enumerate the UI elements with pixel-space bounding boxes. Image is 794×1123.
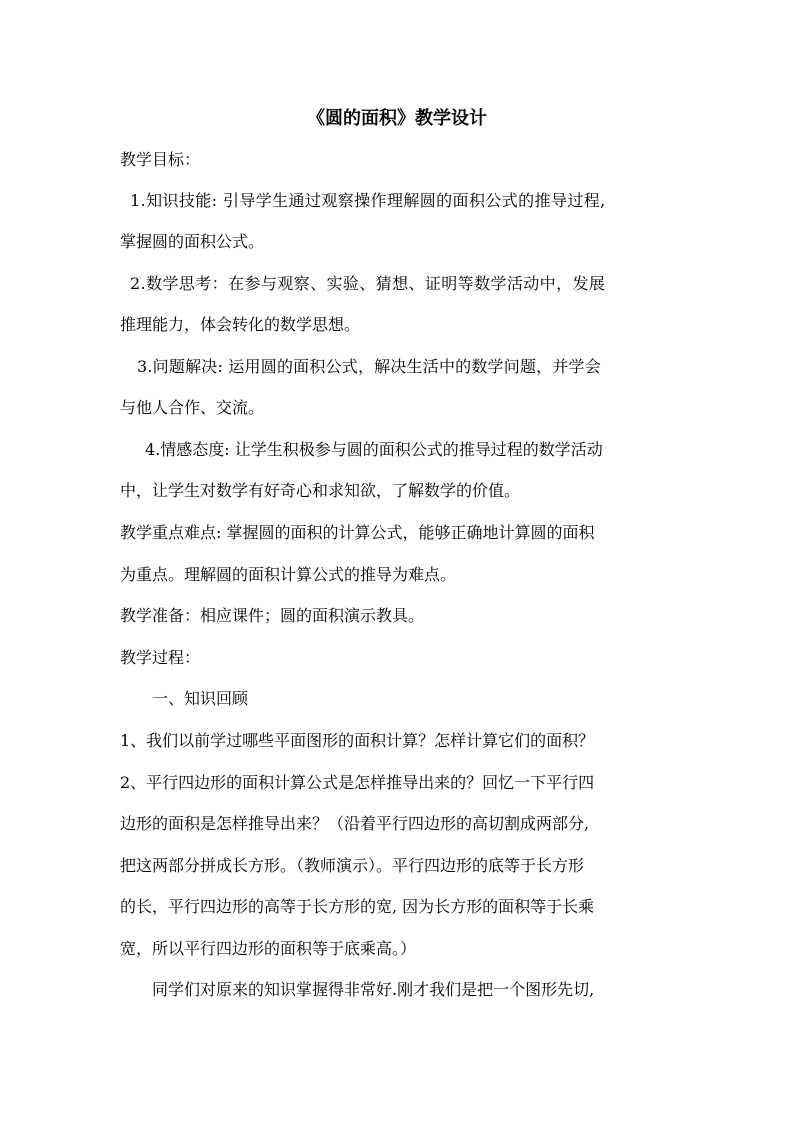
objective-1-line-1: 1.知识技能: 引导学生通过观察操作理解圆的面积公式的推导过程, (130, 191, 606, 210)
key-points-line-2: 为重点。理解圆的面积计算公式的推导为难点。 (120, 565, 457, 584)
review-question-2-line-5: 宽，所以平行四边形的面积等于底乘高。） (120, 939, 417, 958)
paragraph-transition: 同学们对原来的知识掌握得非常好.刚才我们是把一个图形先切, (152, 980, 595, 999)
objective-3-line-2: 与他人合作、交流。 (120, 398, 265, 417)
objective-1-line-2: 掌握圆的面积公式。 (120, 232, 265, 251)
review-question-2-line-4: 的长，平行四边形的高等于长方形的宽, 因为长方形的面积等于长乘 (120, 897, 595, 916)
objective-3-line-1: 3.问题解决: 运用圆的面积公式，解决生活中的数学问题，并学会 (137, 357, 601, 376)
objective-4-line-2: 中，让学生对数学有好奇心和求知欲，了解数学的价值。 (120, 481, 521, 500)
objective-2-line-1: 2.数学思考：在参与观察、实验、猜想、证明等数学活动中，发展 (130, 274, 606, 293)
document-title: 《圆的面积》教学设计 (307, 108, 487, 129)
subheading-review: 一、知识回顾 (152, 689, 249, 708)
objective-2-line-2: 推理能力，体会转化的数学思想。 (120, 315, 361, 334)
section-heading-objectives: 教学目标： (120, 150, 201, 169)
preparation-line: 教学准备：相应课件；圆的面积演示教具。 (120, 606, 425, 625)
review-question-1: 1、我们以前学过哪些平面图形的面积计算？怎样计算它们的面积？ (120, 731, 595, 750)
key-points-line-1: 教学重点难点: 掌握圆的面积的计算公式，能够正确地计算圆的面积 (120, 523, 595, 542)
objective-4-line-1: 4.情感态度: 让学生积极参与圆的面积公式的推导过程的数学活动 (145, 440, 603, 459)
review-question-2-line-2: 边形的面积是怎样推导出来？（沿着平行四边形的高切割成两部分, (120, 814, 590, 833)
review-question-2-line-1: 2、平行四边形的面积计算公式是怎样推导出来的？回忆一下平行四 (120, 773, 595, 792)
section-heading-process: 教学过程： (120, 648, 201, 667)
review-question-2-line-3: 把这两部分拼成长方形。（教师演示）。平行四边形的底等于长方形 (120, 856, 585, 875)
